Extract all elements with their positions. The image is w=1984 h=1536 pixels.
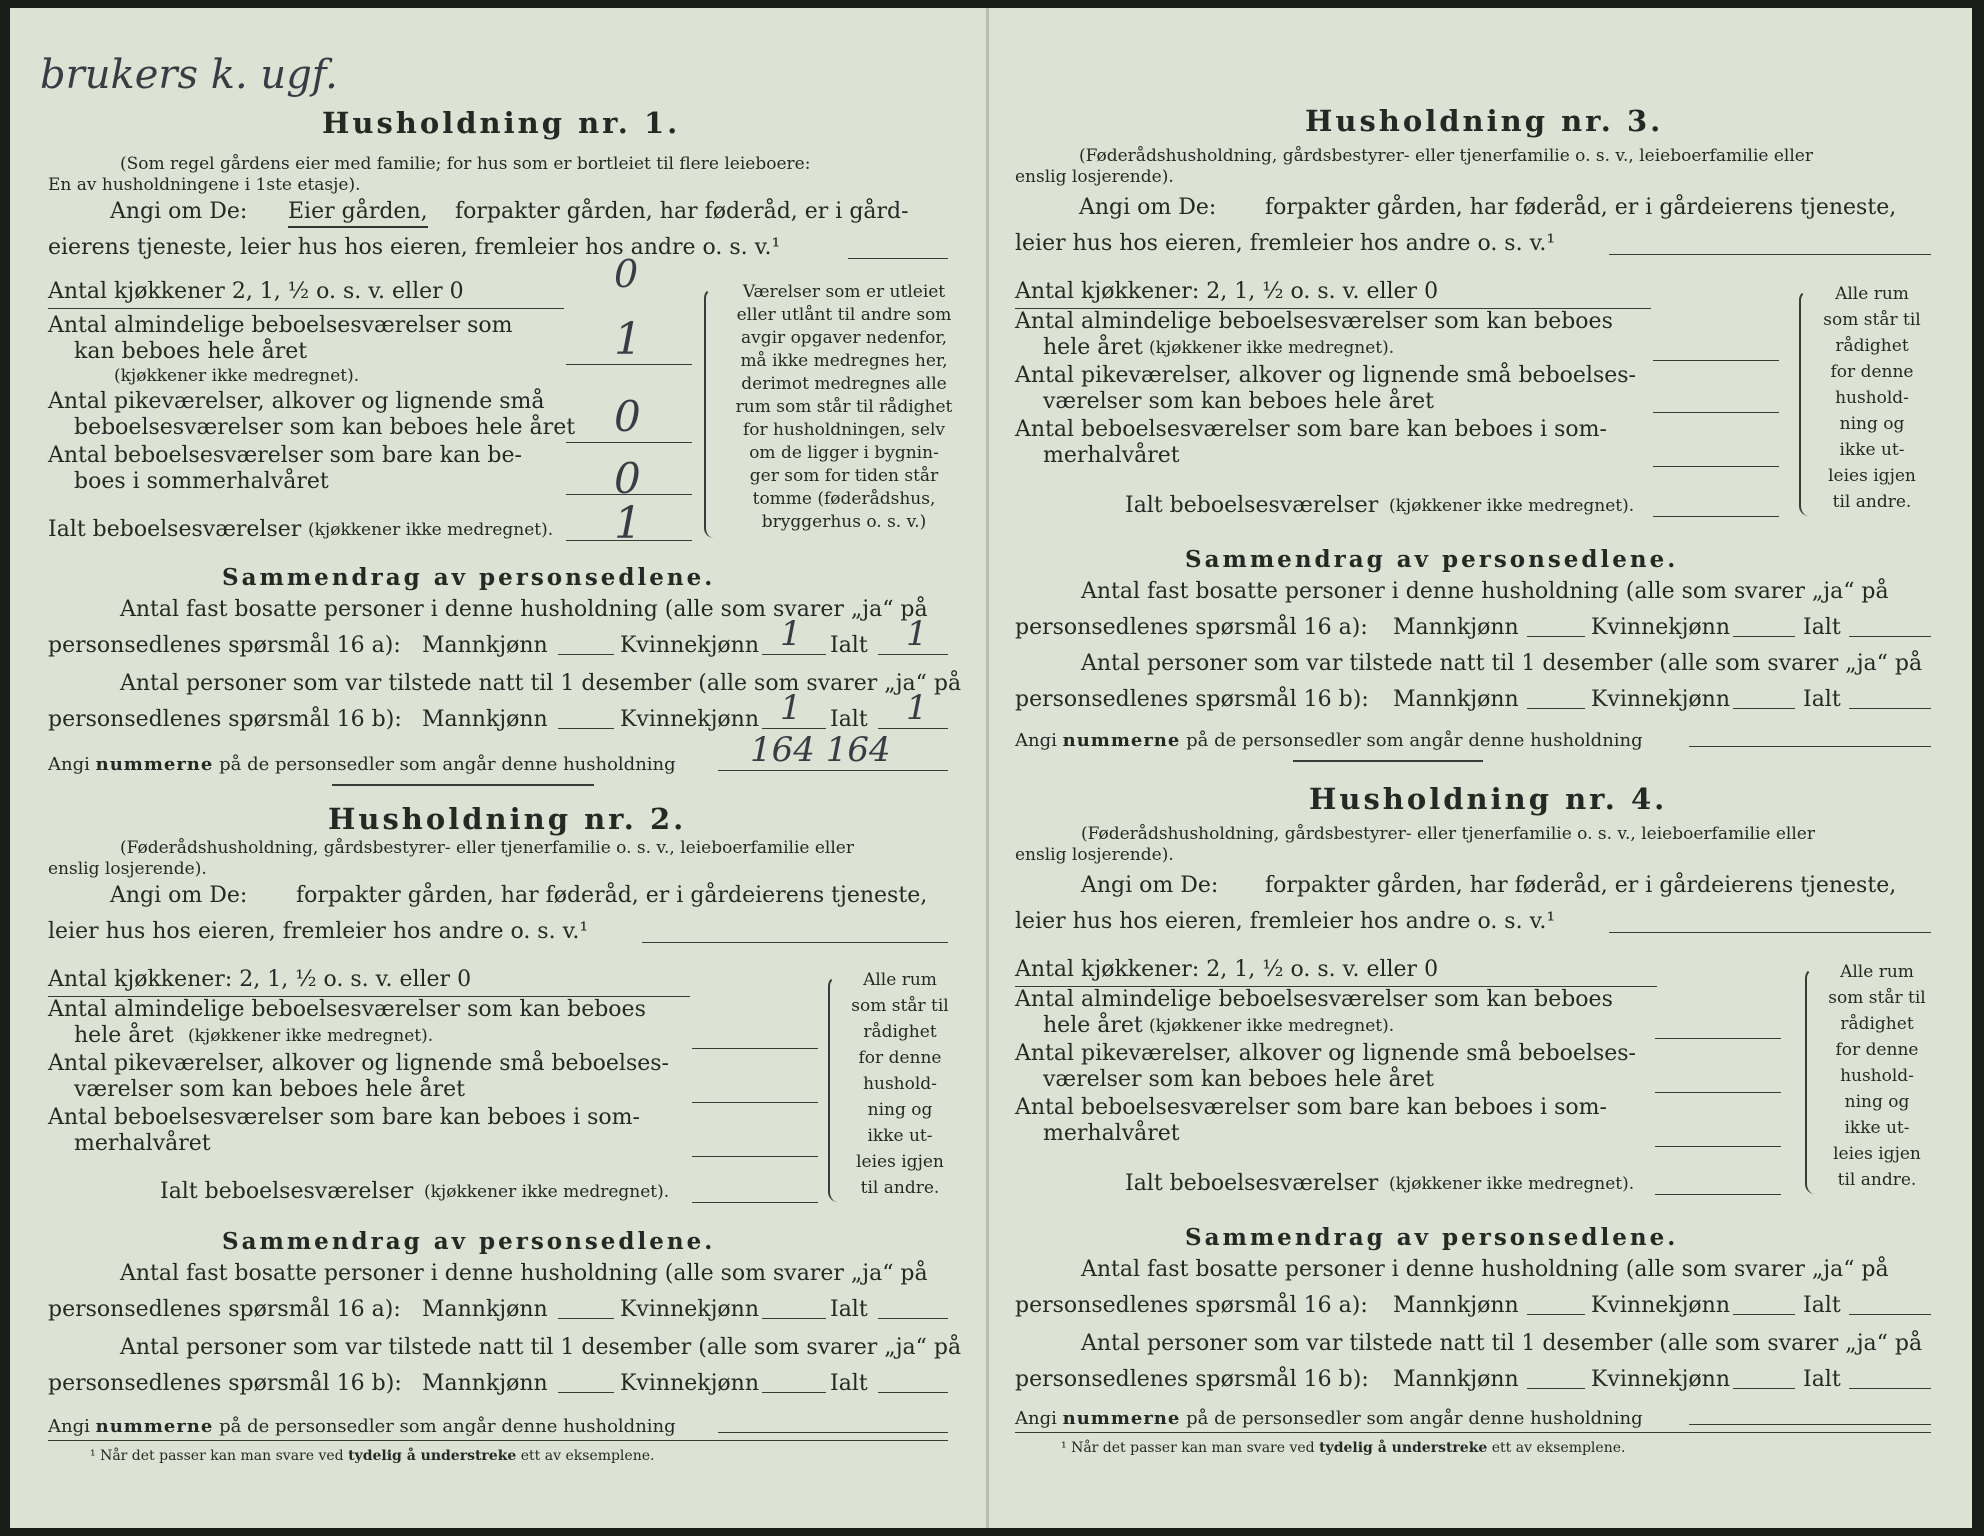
h4-angi-om-de: Angi om De: [1081,873,1219,898]
h4-present-kvinne-line [1733,1388,1795,1389]
h3-options-line-1: forpakter gården, har føderåd, er i gårdeierens tjeneste, [1265,195,1897,220]
h1-side-note-line: rum som står til rådighet [735,397,953,417]
h4-summary-title: Sammendrag av personsedlene. [1185,1224,1679,1251]
footnote-left-bold: tydelig å understreke [348,1448,517,1464]
h2-angi-om-de: Angi om De: [110,883,248,908]
household-3-title: Husholdning nr. 3. [1305,104,1664,138]
h4-summer-rooms-line [1655,1146,1781,1147]
h2-angi-word: Angi [48,1416,90,1437]
h1-side-note-line: for husholdningen, selv [742,420,946,440]
h4-total-rooms-note: (kjøkkener ikke medregnet). [1389,1174,1635,1194]
h4-side-note-line: ikke ut- [1844,1118,1910,1138]
h1-small-rooms-line [566,442,692,443]
h4-nummerne-line [1689,1424,1931,1425]
h2-total-rooms-note: (kjøkkener ikke medregnet). [424,1182,670,1202]
footnote-right [1061,1440,1625,1456]
h2-fast-mann-label: Mannkjønn [422,1297,548,1322]
h1-fast-1: Antal fast bosatte personer i denne husholdning (alle som svarer „ja“ på [120,597,928,622]
h1-fast-kvinne-value: 1 [780,614,802,654]
household-1-intro-1: (Som regel gårdens eier med familie; for hus som er bortleiet til flere leieboere: [120,154,811,174]
h1-present-1: Antal personer som var tilstede natt til 1 desember (alle som svarer „ja“ på [120,671,962,696]
h1-present-ialt-line [878,728,948,729]
h4-side-note-line: hushold- [1840,1066,1914,1086]
h3-side-note-line: ning og [1839,414,1905,434]
household-2-title: Husholdning nr. 2. [328,802,687,836]
h4-side-note-line: Alle rum [1840,962,1914,982]
h1-total-rooms-value: 1 [614,498,642,549]
h4-ordinary-rooms-note: (kjøkkener ikke medregnet). [1149,1016,1395,1036]
h1-side-note-line: ger som for tiden står [749,466,939,486]
household-1-intro-2: En av husholdningene i 1ste etasje). [48,175,361,195]
footnote-right-bold: tydelig å understreke [1319,1440,1488,1456]
h4-fast-1: Antal fast bosatte personer i denne husholdning (alle som svarer „ja“ på [1081,1257,1889,1282]
h1-present-kvinne-label: Kvinnekjønn [620,707,759,732]
h4-total-rooms-label: Ialt beboelsesværelser [1125,1171,1379,1196]
h3-angi-om-de: Angi om De: [1079,195,1217,220]
left-page [10,8,986,1528]
h2-fast-mann-line [558,1318,614,1319]
h3-present-kvinne-line [1733,708,1795,709]
household-1-title: Husholdning nr. 1. [322,106,681,140]
h1-angi-rest: på de personsedler som angår denne husholdning [219,754,676,775]
h3-ordinary-rooms-line [1653,360,1779,361]
h1-ordinary-rooms-note: (kjøkkener ikke medregnet). [114,366,360,386]
h4-present-1: Antal personer som var tilstede natt til 1 desember (alle som svarer „ja“ på [1081,1331,1923,1356]
household-3-intro-1: (Føderådshusholdning, gårdsbestyrer- eller tjenerfamilie o. s. v., leieboerfamilie eller [1079,146,1813,166]
h3-fast-1: Antal fast bosatte personer i denne husholdning (alle som svarer „ja“ på [1081,579,1889,604]
h4-small-rooms-2: værelser som kan beboes hele året [1043,1067,1434,1092]
h3-ordinary-rooms-1: Antal almindelige beboelsesværelser som kan beboes [1015,309,1613,334]
h1-fast-ialt-value: 1 [906,614,928,654]
h2-present-mann-label: Mannkjønn [422,1371,548,1396]
h3-fast-ialt-line [1849,636,1931,637]
h1-kitchens-value: 0 [614,252,639,296]
h3-total-rooms-label: Ialt beboelsesværelser [1125,493,1379,518]
h2-present-1: Antal personer som var tilstede natt til 1 desember (alle som svarer „ja“ på [120,1335,962,1360]
h3-present-2: personsedlenes spørsmål 16 b): [1015,687,1369,712]
h3-kitchens-label: Antal kjøkkener: 2, 1, ½ o. s. v. eller 0 [1015,279,1439,304]
h1-side-note-line: derimot medregnes alle [741,374,947,394]
h4-summer-rooms-2: merhalvåret [1043,1121,1180,1146]
household-2-intro-1: (Føderådshusholdning, gårdsbestyrer- eller tjenerfamilie o. s. v., leieboerfamilie eller [120,838,854,858]
h1-options-answer-line [848,258,948,259]
h2-present-mann-line [558,1392,614,1393]
h2-nummerne-line [718,1432,948,1433]
h3-small-rooms-1: Antal pikeværelser, alkover og lignende små beboelses- [1015,363,1636,388]
h3-small-rooms-line [1653,412,1779,413]
h2-summer-rooms-line [692,1156,818,1157]
household-2-intro-2: enslig losjerende). [48,859,207,879]
h4-ordinary-rooms-1: Antal almindelige beboelsesværelser som kan beboes [1015,987,1613,1012]
h3-ordinary-rooms-note: (kjøkkener ikke medregnet). [1149,338,1395,358]
h2-fast-1: Antal fast bosatte personer i denne husholdning (alle som svarer „ja“ på [120,1261,928,1286]
h2-small-rooms-1: Antal pikeværelser, alkover og lignende små beboelses- [48,1051,669,1076]
h1-present-ialt-label: Ialt [830,707,868,732]
h4-summer-rooms-1: Antal beboelsesværelser som bare kan beboes i som- [1015,1095,1607,1120]
h2-present-2: personsedlenes spørsmål 16 b): [48,1371,402,1396]
h4-angi-rest: på de personsedler som angår denne husholdning [1186,1408,1643,1429]
h4-small-rooms-1: Antal pikeværelser, alkover og lignende små beboelses- [1015,1041,1636,1066]
h1-summer-rooms-2: boes i sommerhalvåret [74,469,329,494]
h4-options-line-1: forpakter gården, har føderåd, er i gårdeierens tjeneste, [1265,873,1897,898]
footnote-left-end: ett av eksemplene. [520,1448,655,1464]
household-3-intro-2: enslig losjerende). [1015,167,1174,187]
h3-options-answer-line [1609,254,1931,255]
h4-fast-kvinne-line [1733,1314,1795,1315]
h1-fast-mann-label: Mannkjønn [422,633,548,658]
h1-fast-ialt-label: Ialt [830,633,868,658]
h3-present-mann-label: Mannkjønn [1393,687,1519,712]
h2-ordinary-rooms-2: hele året [74,1023,174,1048]
h3-side-note-line: ikke ut- [1839,440,1905,460]
h2-options-line-2: leier hus hos eieren, fremleier hos andre o. s. v.¹ [48,919,589,944]
h4-small-rooms-line [1655,1092,1781,1093]
h2-side-note-line: leies igjen [856,1152,944,1172]
h1-nummerne-value: 164 164 [750,730,891,770]
h1-total-rooms-note: (kjøkkener ikke medregnet). [308,520,554,540]
h1-ordinary-rooms-1: Antal almindelige beboelsesværelser som [48,313,513,338]
h4-fast-ialt-label: Ialt [1803,1293,1841,1318]
h4-nummerne-word: nummerne [1062,1408,1181,1429]
h3-side-note-line: til andre. [1832,492,1912,512]
h3-fast-mann-label: Mannkjønn [1393,615,1519,640]
footnote-rule-left [48,1440,948,1441]
h2-options-answer-line [642,942,948,943]
h1-summary-title: Sammendrag av personsedlene. [222,564,716,591]
h3-side-note-line: rådighet [1835,336,1909,356]
footnote-right-end: ett av eksemplene. [1491,1440,1626,1456]
h3-options-line-2: leier hus hos eieren, fremleier hos andre o. s. v.¹ [1015,231,1556,256]
h3-fast-mann-line [1527,636,1585,637]
footnote-left-start: ¹ Når det passer kan man svare ved [90,1448,344,1464]
h4-fast-2: personsedlenes spørsmål 16 a): [1015,1293,1368,1318]
h2-side-note-line: som står til [851,996,949,1016]
h2-side-note-line: rådighet [863,1022,937,1042]
h1-separator [332,784,594,786]
h1-present-kvinne-line [762,728,826,729]
h2-present-ialt-label: Ialt [830,1371,868,1396]
h4-fast-mann-label: Mannkjønn [1393,1293,1519,1318]
h4-side-note-line: rådighet [1840,1014,1914,1034]
h4-total-rooms-line [1655,1194,1781,1195]
h1-summer-rooms-1: Antal beboelsesværelser som bare kan be- [48,443,522,468]
h1-side-brace [704,288,720,538]
h2-summary-title: Sammendrag av personsedlene. [222,1228,716,1255]
h2-side-note-line: til andre. [860,1178,940,1198]
h1-nummerne-word: nummerne [95,754,214,775]
h2-side-note-line: hushold- [863,1074,937,1094]
h3-side-note-line: som står til [1823,310,1921,330]
h2-ordinary-rooms-note: (kjøkkener ikke medregnet). [188,1026,434,1046]
h1-kitchens-underline [48,308,564,309]
h3-angi-word: Angi [1015,730,1057,751]
h3-side-note-line: leies igjen [1828,466,1916,486]
h2-fast-kvinne-label: Kvinnekjønn [620,1297,759,1322]
h3-summer-rooms-2: merhalvåret [1043,443,1180,468]
h1-side-note-line: må ikke medregnes her, [740,351,948,371]
h4-ordinary-rooms-2: hele året [1043,1013,1143,1038]
h1-nummerne-line [718,770,948,771]
h2-side-note-line: ning og [867,1100,933,1120]
h4-side-note-line: leies igjen [1833,1144,1921,1164]
h2-ordinary-rooms-1: Antal almindelige beboelsesværelser som kan beboes [48,997,646,1022]
h1-fast-kvinne-line [762,654,826,655]
h2-fast-ialt-line [878,1318,948,1319]
h4-present-mann-line [1527,1388,1585,1389]
h4-options-line-2: leier hus hos eieren, fremleier hos andre o. s. v.¹ [1015,909,1556,934]
h3-angi-rest: på de personsedler som angår denne husholdning [1186,730,1643,751]
h3-present-kvinne-label: Kvinnekjønn [1591,687,1730,712]
h3-fast-kvinne-line [1733,636,1795,637]
h4-side-note-line: ning og [1844,1092,1910,1112]
h1-side-note-line: eller utlånt til andre som [736,305,952,325]
h1-present-mann-label: Mannkjønn [422,707,548,732]
h1-kitchens-label: Antal kjøkkener 2, 1, ½ o. s. v. eller 0 [48,279,464,304]
census-form-sheet [10,8,1972,1528]
h2-options-line-1: forpakter gården, har føderåd, er i gårdeierens tjeneste, [296,883,928,908]
h1-present-2: personsedlenes spørsmål 16 b): [48,707,402,732]
h4-fast-mann-line [1527,1314,1585,1315]
h3-present-1: Antal personer som var tilstede natt til 1 desember (alle som svarer „ja“ på [1081,651,1923,676]
handwritten-note: brukers k. ugf. [40,52,338,98]
h2-side-note-line: ikke ut- [867,1126,933,1146]
h2-present-kvinne-line [762,1392,826,1393]
h1-side-note-line: bryggerhus o. s. v.) [761,512,927,532]
h4-angi-nummerne [1015,1408,1643,1429]
household-4-title: Husholdning nr. 4. [1309,782,1668,816]
h1-present-mann-line [558,728,614,729]
right-page [989,8,1972,1528]
h4-kitchens-label: Antal kjøkkener: 2, 1, ½ o. s. v. eller 0 [1015,957,1439,982]
h2-nummerne-word: nummerne [95,1416,214,1437]
h1-small-rooms-1: Antal pikeværelser, alkover og lignende små [48,389,545,414]
h4-present-ialt-line [1849,1388,1931,1389]
footnote-right-start: ¹ Når det passer kan man svare ved [1061,1440,1315,1456]
h4-present-2: personsedlenes spørsmål 16 b): [1015,1367,1369,1392]
household-4-intro-2: enslig losjerende). [1015,845,1174,865]
h1-small-rooms-2: beboelsesværelser som kan beboes hele året [74,415,576,440]
h2-small-rooms-2: værelser som kan beboes hele året [74,1077,465,1102]
h4-side-note-line: til andre. [1837,1170,1917,1190]
h3-summer-rooms-line [1653,466,1779,467]
h1-angi-word: Angi [48,754,90,775]
h1-present-ialt-value: 1 [906,688,928,728]
h2-angi-rest: på de personsedler som angår denne husholdning [219,1416,676,1437]
h1-options-line-2: eierens tjeneste, leier hus hos eieren, fremleier hos andre o. s. v.¹ [48,235,781,260]
h1-side-note-line: om de ligger i bygnin- [749,443,939,463]
h2-fast-2: personsedlenes spørsmål 16 a): [48,1297,401,1322]
h1-side-note-line: avgir opgaver nedenfor, [740,328,947,348]
h3-side-note-line: for denne [1830,362,1914,382]
h3-summary-title: Sammendrag av personsedlene. [1185,546,1679,573]
h1-side-note-line: tomme (føderådshus, [752,489,936,509]
h1-fast-ialt-line [878,654,948,655]
h3-present-ialt-label: Ialt [1803,687,1841,712]
h4-side-note-line: for denne [1835,1040,1919,1060]
h3-nummerne-word: nummerne [1062,730,1181,751]
h3-present-ialt-line [1849,708,1931,709]
h3-summer-rooms-1: Antal beboelsesværelser som bare kan beboes i som- [1015,417,1607,442]
h4-present-ialt-label: Ialt [1803,1367,1841,1392]
h1-angi-om-de: Angi om De: [110,199,248,224]
h2-present-ialt-line [878,1392,948,1393]
h4-present-kvinne-label: Kvinnekjønn [1591,1367,1730,1392]
h3-ordinary-rooms-2: hele året [1043,335,1143,360]
h2-fast-kvinne-line [762,1318,826,1319]
h4-angi-word: Angi [1015,1408,1057,1429]
h2-angi-nummerne [48,1416,676,1437]
h4-fast-ialt-line [1849,1314,1931,1315]
h2-side-note-line: for denne [858,1048,942,1068]
h1-small-rooms-value: 0 [614,392,641,441]
footnote-left [90,1448,654,1464]
h2-side-note-line: Alle rum [863,970,937,990]
h4-fast-kvinne-label: Kvinnekjønn [1591,1293,1730,1318]
h3-fast-2: personsedlenes spørsmål 16 a): [1015,615,1368,640]
h3-small-rooms-2: værelser som kan beboes hele året [1043,389,1434,414]
h3-fast-ialt-label: Ialt [1803,615,1841,640]
h1-ordinary-rooms-2: kan beboes hele året [74,339,308,364]
h2-total-rooms-label: Ialt beboelsesværelser [160,1179,414,1204]
h2-summer-rooms-1: Antal beboelsesværelser som bare kan beboes i som- [48,1105,640,1130]
h2-total-rooms-line [692,1202,818,1203]
h3-nummerne-line [1689,746,1931,747]
h1-eier-garden-underlined: Eier gården, [288,198,428,228]
h2-present-kvinne-label: Kvinnekjønn [620,1371,759,1396]
h1-summer-rooms-value: 0 [614,454,641,503]
h3-side-note-line: hushold- [1835,388,1909,408]
h2-summer-rooms-2: merhalvåret [74,1131,211,1156]
h1-present-kvinne-value: 1 [780,688,802,728]
h3-fast-kvinne-label: Kvinnekjønn [1591,615,1730,640]
h3-present-mann-line [1527,708,1585,709]
h3-total-rooms-note: (kjøkkener ikke medregnet). [1389,496,1635,516]
h2-ordinary-rooms-line [692,1048,818,1049]
h2-small-rooms-line [692,1102,818,1103]
h2-fast-ialt-label: Ialt [830,1297,868,1322]
h1-options-line-1: forpakter gården, har føderåd, er i gård- [455,199,909,224]
h3-angi-nummerne [1015,730,1643,751]
h4-side-note-line: som står til [1828,988,1926,1008]
h4-options-answer-line [1609,932,1931,933]
footnote-rule-right [1015,1432,1931,1433]
h1-ordinary-rooms-value: 1 [614,314,642,365]
h1-total-rooms-label: Ialt beboelsesværelser [48,517,302,542]
h1-fast-2: personsedlenes spørsmål 16 a): [48,633,401,658]
h1-fast-mann-line [558,654,614,655]
h3-separator [1293,760,1483,762]
h1-angi-nummerne [48,754,676,775]
h4-ordinary-rooms-line [1655,1038,1781,1039]
h1-side-note-line: Værelser som er utleiet [742,282,946,302]
h2-kitchens-label: Antal kjøkkener: 2, 1, ½ o. s. v. eller 0 [48,967,472,992]
h3-total-rooms-line [1653,516,1779,517]
h3-side-note-line: Alle rum [1835,284,1909,304]
household-4-intro-1: (Føderådshusholdning, gårdsbestyrer- eller tjenerfamilie o. s. v., leieboerfamilie eller [1081,824,1815,844]
h1-fast-kvinne-label: Kvinnekjønn [620,633,759,658]
h4-present-mann-label: Mannkjønn [1393,1367,1519,1392]
